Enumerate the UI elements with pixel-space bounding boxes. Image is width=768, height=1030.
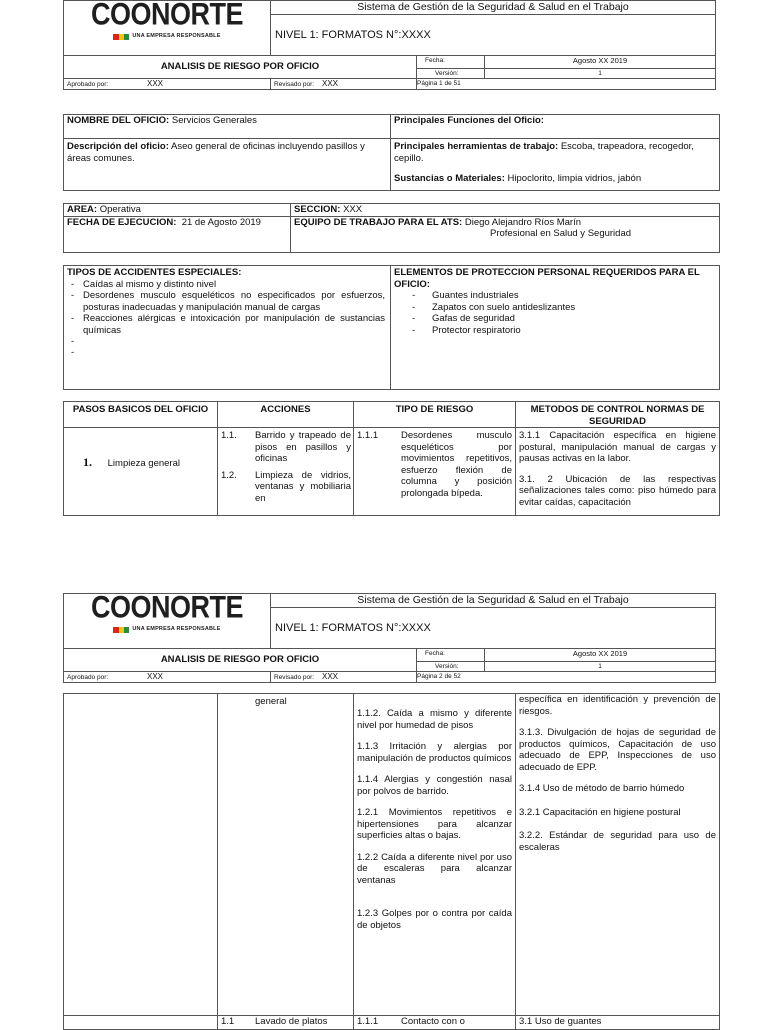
job-info-table [63, 114, 720, 191]
reviewed-value: XXX [322, 672, 339, 681]
action-item: 1.1. Barrido y trapeado de pisos en pasillos y oficinas [221, 430, 351, 464]
control-item: 3.2.1 Capacitación en higiene postural [519, 806, 681, 818]
ppe-list [394, 290, 716, 336]
page-number: Página 1 de 51 [417, 79, 716, 90]
risk-item: 1.1.2. Caída a mismo y diferente nivel por humedad de pisos [357, 708, 512, 731]
version-label: Versión: [417, 68, 485, 78]
control-item: 3.1 Uso de guantes [516, 1016, 720, 1030]
section-value: XXX [343, 204, 363, 215]
fecha-value: Agosto XX 2019 [485, 649, 716, 662]
risk-item: 1.1.1 Desordenes musculo esqueléticos por movimientos repetitivos, esfuerzo flexión de columna y posición prolongada bípeda. [357, 430, 512, 499]
risk-item: 1.2.1 Movimientos repetitivos e hipertensiones para alcanzar superficies altas o bajas. [357, 807, 512, 841]
ppe-title: ELEMENTOS DE PROTECCION PERSONAL REQUERIDOS PARA EL OFICIO: [394, 267, 700, 290]
control-item: 3.2.2. Estándar de seguridad para uso de escaleras [519, 830, 716, 853]
flag-icon [113, 627, 129, 633]
control-item: 3.1.3. Divulgación de hojas de seguridad de productos químicos, Capacitación de uso adecuado de EPP, Inspecciones de uso adecuado de EPP. [519, 727, 716, 773]
version-value: 1 [485, 661, 716, 671]
level-title: NIVEL 1: FORMATOS N°:XXXX [275, 29, 431, 41]
area-table [63, 203, 720, 253]
risk-item: 1.2.2 Caída a diferente nivel por uso de escaleras para alcanzar ventanas [357, 851, 512, 886]
control-item: 3.1.4 Uso de método de barrio húmedo [519, 783, 685, 794]
area-value: Operativa [99, 204, 141, 215]
logo [64, 589, 271, 649]
date-value: 21 de Agosto 2019 [181, 216, 261, 228]
logo-word: COONORTE [90, 0, 243, 32]
list-item: - Caídas al mismo y distinto nivel [67, 279, 385, 291]
list-item: - Reacciones alérgicas e intoxicación por manipulación de sustancias químicas [67, 313, 385, 336]
col-header-controls: METODOS DE CONTROL NORMAS DE SEGURIDAD [516, 402, 720, 428]
doc-title: ANALISIS DE RIESGO POR OFICIO [64, 649, 417, 672]
team-role: Profesional en Salud y Seguridad [490, 228, 632, 239]
step-number: 1. [83, 455, 92, 470]
col-header-risk: TIPO DE RIESGO [354, 402, 516, 428]
list-item [67, 347, 385, 358]
substances-label: Sustancias o Materiales: [394, 173, 505, 184]
reviewed-label: Revisado por: [274, 674, 315, 681]
risk-item: 1.2.3 Golpes por o contra por caída de objetos [357, 908, 512, 931]
team-label: EQUIPO DE TRABAJO PARA EL ATS: [294, 216, 463, 228]
col-header-steps: PASOS BASICOS DEL OFICIO [64, 402, 218, 428]
approved-label: Aprobado por: [67, 674, 109, 681]
accidents-title: TIPOS DE ACCIDENTES ESPECIALES: [67, 267, 242, 278]
description-label: Descripción del oficio: [67, 141, 169, 152]
list-item [67, 336, 385, 347]
reviewed-label: Revisado por: [274, 81, 315, 88]
description-value: Aseo general de oficinas incluyendo pasillos y áreas comunes. [67, 141, 365, 164]
flag-icon [113, 34, 129, 40]
logo [64, 1, 271, 56]
logo-tagline: UNA EMPRESA RESPONSABLE [132, 626, 221, 632]
job-name-value: Servicios Generales [171, 115, 257, 126]
accidents-table [63, 265, 720, 390]
approved-label: Aprobado por: [67, 81, 109, 88]
accidents-list [67, 279, 387, 359]
list-item: - Guantes industriales [394, 290, 716, 302]
steps-table [63, 401, 720, 516]
list-item: - Zapatos con suelo antideslizantes [394, 302, 716, 314]
risk-item: 1.1.3 Irritación y alergias por manipulación de productos químicos [357, 741, 512, 764]
approved-value: XXX [147, 672, 164, 681]
tools-value: Escoba, trapeadora, recogedor, cepillo. [394, 141, 694, 164]
list-item: - Desordenes musculo esqueléticos no especificados por esfuerzos, posturas inadecuadas y manipulación manual de cargas [67, 290, 385, 313]
doc-title: ANALISIS DE RIESGO POR OFICIO [64, 56, 417, 79]
fecha-label: Fecha: [417, 56, 485, 69]
page1-header [63, 0, 716, 90]
version-value: 1 [485, 68, 716, 78]
fecha-value: Agosto XX 2019 [485, 56, 716, 69]
continuation-table [63, 693, 720, 1030]
control-item: 3.1. 2 Ubicación de las respectivas señalizaciones tales como: piso húmedo para evitar caídas, capacitación [519, 473, 716, 508]
team-name: Diego Alejandro Ríos Marín [464, 216, 582, 228]
logo-word: COONORTE [90, 589, 243, 625]
action-continuation: general [255, 696, 287, 707]
step-label: Limpieza general [107, 458, 180, 470]
section-label: SECCION: [294, 204, 341, 215]
list-item: - Gafas de seguridad [394, 313, 716, 325]
list-item: - Protector respiratorio [394, 325, 716, 337]
action-item: 1.2. Limpieza de vidrios, ventanas y mobiliaria en [221, 469, 351, 504]
risk-item: 1.1.4 Alergias y congestión nasal por polvos de barrido. [357, 774, 512, 797]
fecha-label: Fecha: [417, 649, 485, 662]
col-header-actions: ACCIONES [218, 402, 354, 428]
control-item: específica en identificación y prevención de riesgos. [519, 694, 716, 717]
approved-value: XXX [147, 79, 164, 88]
date-label: FECHA DE EJECUCION: [67, 216, 177, 228]
page-number: Página 2 de 52 [417, 672, 716, 683]
system-title: Sistema de Gestión de la Seguridad & Salud en el Trabajo [271, 594, 715, 608]
tools-label: Principales herramientas de trabajo: [394, 141, 559, 152]
page2-header [63, 589, 716, 683]
control-item: 3.1.1 Capacitación específica en higiene postural, manipulación manual de cargas y pausas activas en la labor. [519, 430, 716, 464]
reviewed-value: XXX [322, 79, 339, 88]
job-name-label: NOMBRE DEL OFICIO: [67, 115, 170, 126]
level-title: NIVEL 1: FORMATOS N°:XXXX [275, 622, 431, 634]
version-label: Versión: [417, 661, 485, 671]
system-title: Sistema de Gestión de la Seguridad & Salud en el Trabajo [271, 1, 715, 15]
logo-tagline: UNA EMPRESA RESPONSABLE [132, 33, 221, 39]
step-cell [64, 428, 218, 516]
action-item: 1.1 Lavado de platos [221, 1016, 328, 1027]
functions-label: Principales Funciones del Oficio: [394, 115, 544, 126]
step-cell [64, 694, 218, 1016]
area-label: AREA: [67, 204, 98, 215]
substances-value: Hipoclorito, limpia vidrios, jabón [507, 173, 642, 184]
risk-item: 1.1.1 Contacto con o [357, 1016, 465, 1027]
